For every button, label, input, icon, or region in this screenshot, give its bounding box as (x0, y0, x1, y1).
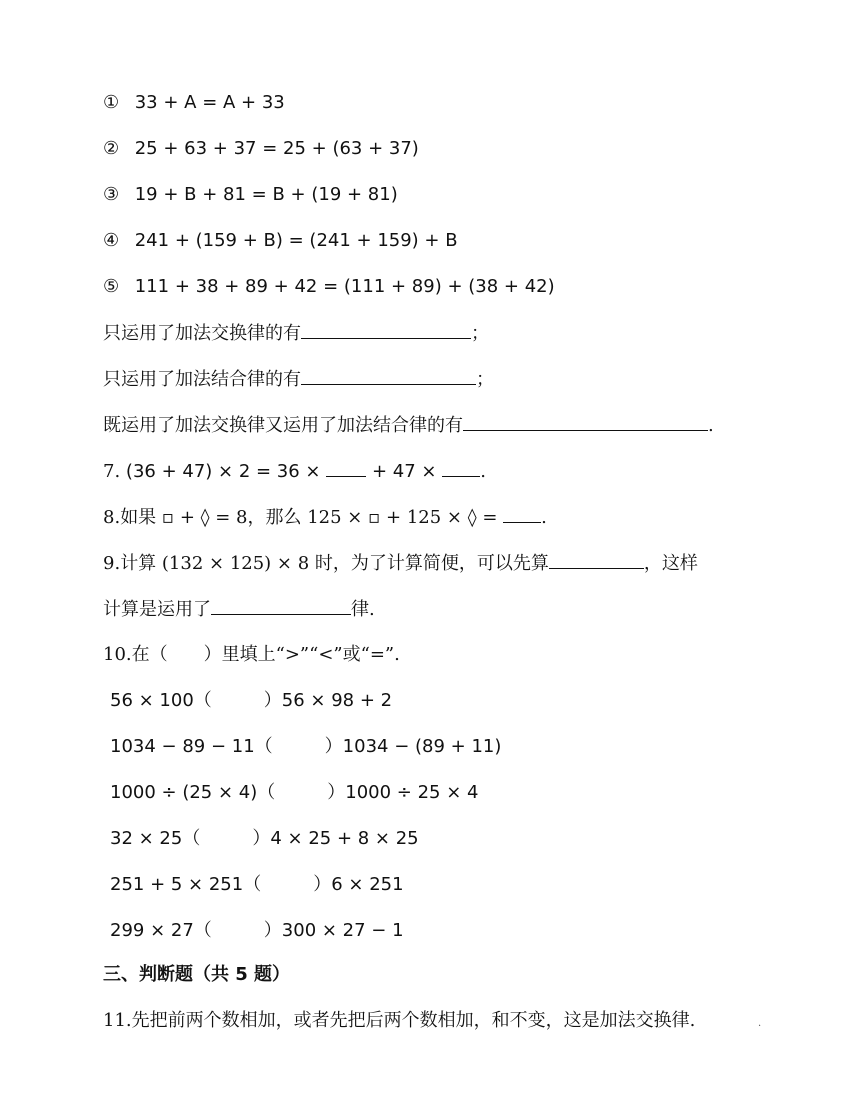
question-number: 9. (103, 553, 121, 574)
compare-row (110, 734, 501, 760)
answer-blank[interactable] (326, 458, 366, 477)
question-7 (103, 458, 486, 485)
answer-blank[interactable] (463, 412, 708, 431)
fill-end: ； (471, 323, 489, 344)
compare-right: ）4 × 25 + 8 × 25 (252, 828, 419, 849)
end-mark: . (541, 507, 547, 528)
question-number: 11. (103, 1010, 132, 1031)
compare-right: ）1034 − (89 + 11) (324, 736, 502, 757)
equation: 111 + 38 + 89 + 42 = (111 + 89) + (38 + 42) (134, 276, 555, 297)
fill-prompt: 只运用了加法交换律的有 (103, 323, 301, 344)
end-mark: . (480, 461, 486, 482)
question-number: 7. (103, 461, 121, 482)
expression-part: + 47 × (371, 461, 437, 482)
item-marker: ③ (103, 184, 120, 205)
compare-row (110, 918, 404, 944)
question-text: 如果 ▫ + ◊ = 8，那么 125 × ▫ + 125 × ◊ = (120, 507, 498, 528)
q6-item-2 (103, 136, 419, 162)
compare-left: 32 × 25（ (110, 828, 201, 849)
fill-end: . (708, 415, 714, 436)
item-marker: ② (103, 138, 120, 159)
q6-fill-commutative (103, 320, 489, 347)
compare-row (110, 826, 419, 852)
question-text: 律. (351, 599, 375, 620)
compare-left: 299 × 27（ (110, 920, 212, 941)
item-marker: ⑤ (103, 276, 120, 297)
question-number: 10. (103, 644, 132, 665)
question-9 (103, 550, 698, 577)
q6-fill-associative (103, 366, 494, 393)
compare-right: ）300 × 27 − 1 (263, 920, 404, 941)
question-number: 8. (103, 507, 121, 528)
equation: 33 + A = A + 33 (134, 92, 285, 113)
compare-row (110, 688, 392, 714)
question-9-cont (103, 596, 375, 623)
equation: 19 + B + 81 = B + (19 + 81) (134, 184, 398, 205)
fill-prompt: 只运用了加法结合律的有 (103, 369, 301, 390)
q6-item-3 (103, 182, 398, 208)
compare-right: ）56 × 98 + 2 (263, 690, 393, 711)
question-text: ，这样 (643, 553, 698, 574)
q6-item-4 (103, 228, 458, 254)
question-text: 计算 (132 × 125) × 8 时，为了计算简便，可以先算 (120, 553, 549, 574)
answer-blank[interactable] (301, 320, 471, 339)
q6-fill-both (103, 412, 714, 439)
answer-blank[interactable] (549, 550, 644, 569)
question-11 (103, 1008, 695, 1034)
answer-blank[interactable] (301, 366, 476, 385)
question-text: 先把前两个数相加，或者先把后两个数相加，和不变，这是加法交换律. (131, 1010, 696, 1031)
q6-item-1 (103, 90, 285, 116)
compare-right: ）1000 ÷ 25 × 4 (327, 782, 479, 803)
equation: 241 + (159 + B) = (241 + 159) + B (134, 230, 458, 251)
fill-end: ； (476, 369, 494, 390)
item-marker: ④ (103, 230, 120, 251)
question-text: 在（ ）里填上“>”“<”或“=”. (131, 644, 400, 665)
compare-right: ）6 × 251 (313, 874, 404, 895)
item-marker: ① (103, 92, 120, 113)
q6-item-5 (103, 274, 555, 300)
expression-part: (36 + 47) × 2 = 36 × (125, 461, 321, 482)
equation: 25 + 63 + 37 = 25 + (63 + 37) (134, 138, 419, 159)
fill-prompt: 既运用了加法交换律又运用了加法结合律的有 (103, 415, 463, 436)
question-text: 计算是运用了 (103, 599, 211, 620)
compare-left: 1000 ÷ (25 × 4)（ (110, 782, 276, 803)
answer-blank[interactable] (503, 504, 541, 523)
answer-blank[interactable] (442, 458, 480, 477)
question-8 (103, 504, 547, 531)
compare-left: 251 + 5 × 251（ (110, 874, 262, 895)
page-mark: . (758, 1018, 762, 1029)
answer-blank[interactable] (211, 596, 351, 615)
question-10 (103, 642, 400, 668)
compare-left: 56 × 100（ (110, 690, 212, 711)
section-heading: 三、判断题（共 5 题） (103, 964, 291, 985)
compare-row (110, 780, 478, 806)
compare-left: 1034 − 89 − 11（ (110, 736, 273, 757)
compare-row (110, 872, 404, 898)
